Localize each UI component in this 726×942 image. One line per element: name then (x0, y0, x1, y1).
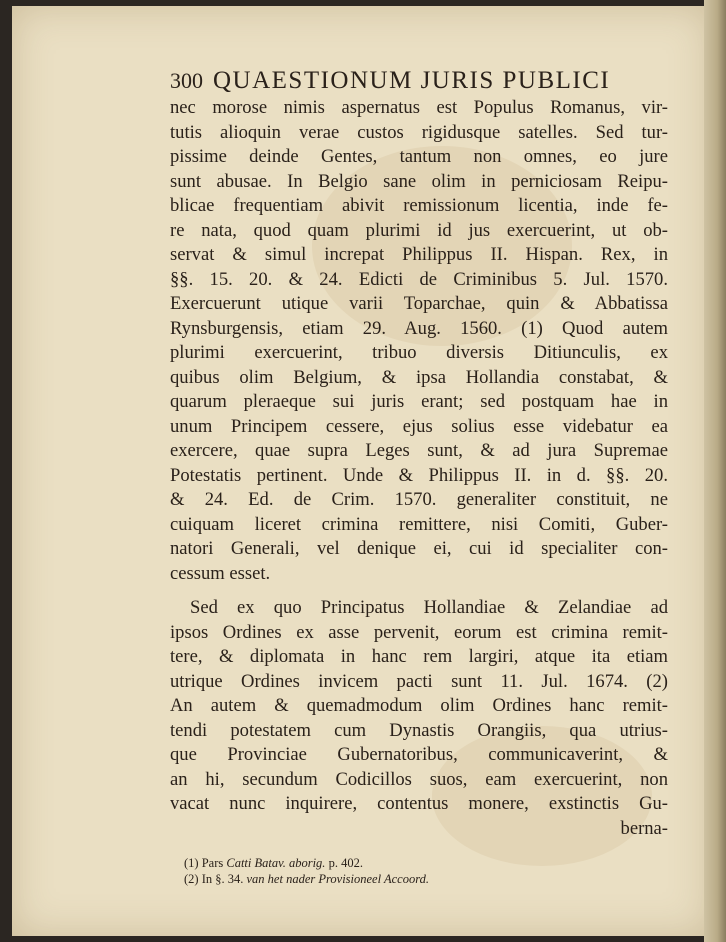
text-line: §§. 15. 20. & 24. Edicti de Criminibus 5. Jul. 1570. (170, 268, 668, 290)
running-head (170, 66, 668, 96)
footnote-mark: (1) (184, 856, 199, 870)
footnotes (170, 855, 668, 887)
text-line: quibus olim Belgium, & ipsa Hollandia constabat, & (170, 366, 668, 388)
footnote-1 (170, 855, 668, 871)
text-line: an hi, secundum Codicillos suos, eam exercuerint, non (170, 768, 668, 790)
footnote-text: In §. 34. (201, 872, 244, 886)
page-text-block (170, 66, 668, 887)
footnote-2 (170, 871, 668, 887)
text-line: pissime deinde Gentes, tantum non omnes, eo jure (170, 146, 668, 167)
text-line: An autem & quemadmodum olim Ordines hanc remit- (170, 695, 668, 716)
text-line: re nata, quod quam plurimi id jus exercuerint, ut ob- (170, 219, 668, 241)
book-page (12, 6, 710, 936)
text-line: blicae frequentiam abivit remissionum licentia, inde fe- (170, 195, 668, 216)
footnote-page-ref: p. 402. (328, 856, 363, 870)
page-number: 300 (170, 68, 203, 93)
text-line: quarum pleraeque sui juris erant; sed postquam hae in (170, 391, 668, 412)
text-line: sunt abusae. In Belgio sane olim in perniciosam Reipu- (170, 170, 668, 192)
text-line: exercere, quae supra Leges sunt, & ad jura Supremae (170, 440, 668, 461)
text-line: servat & simul increpat Philippus II. Hispan. Rex, in (170, 244, 668, 265)
text-line: ipsos Ordines ex asse pervenit, eorum est crimina remit- (170, 621, 668, 643)
footnote-italic-text: van het nader Provisioneel Accoord. (246, 872, 429, 886)
footnote-italic-text: Catti Batav. aborig. (226, 856, 326, 870)
text-line: plurimi exercuerint, tribuo diversis Ditiunculis, ex (170, 342, 668, 363)
text-line: cuiquam liceret crimina remittere, nisi Comiti, Guber- (170, 513, 668, 535)
text-line: Potestatis pertinent. Unde & Philippus II. in d. §§. 20. (170, 464, 668, 486)
text-line: vacat nunc inquirere, contentus monere, exstinctis Gu- (170, 793, 668, 814)
text-line: tere, & diplomata in hanc rem largiri, atque ita etiam (170, 646, 668, 667)
text-line: Exercuerunt utique varii Toparchae, quin & Abbatissa (170, 293, 668, 314)
adjacent-page-edge (704, 0, 726, 942)
text-line: Sed ex quo Principatus Hollandiae & Zelandiae ad (190, 597, 668, 618)
text-line: utrique Ordines invicem pacti sunt 11. Jul. 1674. (2) (170, 670, 668, 692)
running-title: QUAESTIONUM JURIS PUBLICI (213, 67, 611, 94)
text-line: unum Principem cessere, ejus solius esse videbatur ea (170, 415, 668, 437)
paragraph-1 (170, 96, 668, 586)
text-line: tutis alioquin verae custos rigidusque satelles. Sed tur- (170, 121, 668, 143)
footnote-mark: (2) (184, 872, 199, 886)
paragraph-2 (170, 596, 668, 817)
catchword: berna- (620, 817, 668, 839)
text-line: & 24. Ed. de Crim. 1570. generaliter constituit, ne (170, 489, 668, 510)
text-line: natori Generali, vel denique ei, cui id specialiter con- (170, 538, 668, 559)
text-line: nec morose nimis aspernatus est Populus Romanus, vir- (170, 97, 668, 118)
text-line: Rynsburgensis, etiam 29. Aug. 1560. (1) Quod autem (170, 317, 668, 339)
footnote-text: Pars (201, 856, 224, 870)
text-line: cessum esset. (170, 562, 271, 584)
text-line: que Provinciae Gubernatoribus, communicaverint, & (170, 744, 668, 765)
text-line: tendi potestatem cum Dynastis Orangiis, qua utrius- (170, 719, 668, 741)
